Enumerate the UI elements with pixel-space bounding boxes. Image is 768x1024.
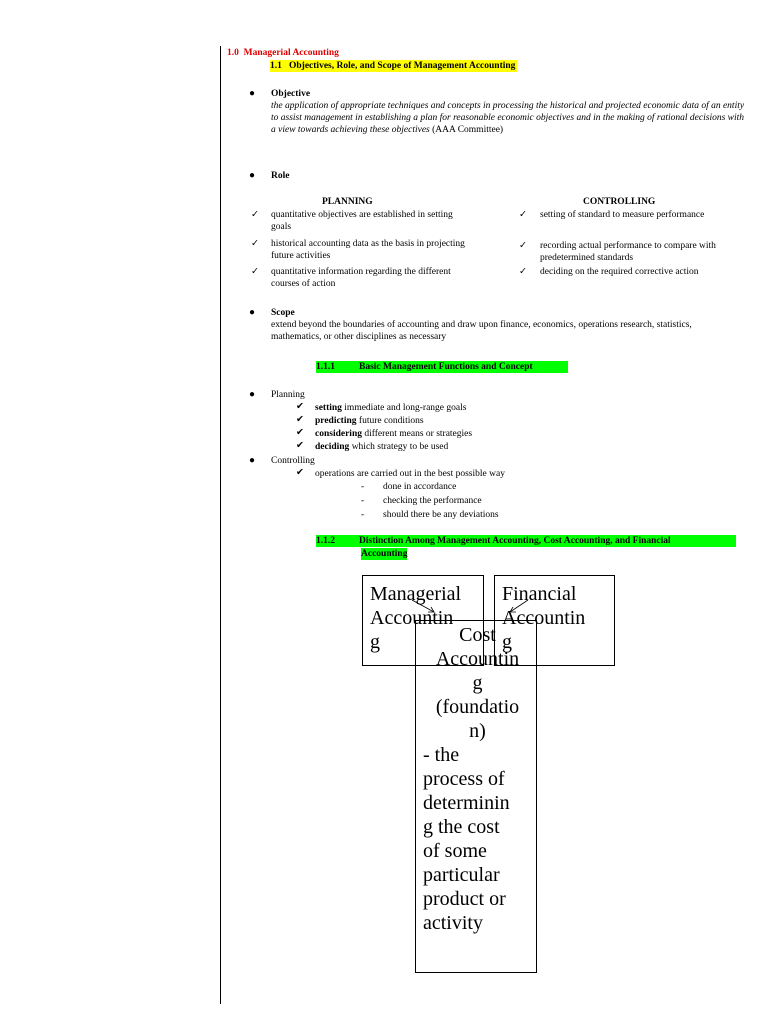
box-text-line: Accountin bbox=[502, 607, 586, 629]
heading-number: 1.0 bbox=[227, 48, 239, 58]
box-text-line: (foundatio bbox=[435, 696, 520, 718]
planning-function-item bbox=[315, 402, 466, 414]
section-title: Objectives, Role, and Scope of Management Accounting bbox=[289, 61, 516, 71]
dash-icon: - bbox=[361, 482, 365, 492]
box-text-line: product or bbox=[423, 888, 506, 910]
objective-source: (AAA Committee) bbox=[432, 125, 504, 135]
heading-title: Managerial Accounting bbox=[243, 48, 339, 58]
controlling-item: setting of standard to measure performance bbox=[540, 210, 705, 220]
checkmark-icon: ✓ bbox=[251, 266, 259, 277]
dash-icon: - bbox=[361, 510, 365, 520]
planning-item: quantitative information regarding the different courses of action bbox=[271, 267, 451, 289]
checkmark-icon: ✔ bbox=[296, 467, 304, 478]
controlling-item: recording actual performance to compare with predetermined standards bbox=[540, 241, 716, 263]
function-desc: immediate and long-range goals bbox=[341, 403, 467, 413]
function-desc: different means or strategies bbox=[361, 429, 473, 439]
bullet-icon: ● bbox=[249, 170, 256, 181]
controlling-function-item: operations are carried out in the best possible way bbox=[315, 469, 505, 479]
section-1-1-2-heading-cont: Accounting bbox=[361, 549, 408, 559]
arrow-line bbox=[412, 600, 434, 612]
section-1-1-1-heading bbox=[316, 361, 568, 373]
heading-1-0 bbox=[227, 47, 339, 59]
checkmark-icon: ✔ bbox=[296, 414, 304, 425]
function-desc: future conditions bbox=[356, 416, 424, 426]
box-text-line: - the bbox=[423, 744, 460, 766]
controlling-subitem: checking the performance bbox=[383, 496, 482, 506]
arrow-line bbox=[510, 600, 528, 612]
controlling-subitem: should there be any deviations bbox=[383, 510, 499, 520]
bullet-icon: ● bbox=[249, 455, 256, 466]
checkmark-icon: ✓ bbox=[519, 240, 527, 251]
bullet-icon: ● bbox=[249, 307, 256, 318]
function-term: setting bbox=[315, 403, 342, 413]
planning-function-item bbox=[315, 441, 448, 453]
box-text-line: g bbox=[502, 631, 512, 653]
dash-icon: - bbox=[361, 496, 365, 506]
left-margin-line bbox=[220, 46, 221, 1004]
bullet-icon: ● bbox=[249, 389, 256, 400]
box-text-line: Accountin bbox=[435, 648, 520, 670]
checkmark-icon: ✓ bbox=[251, 209, 259, 220]
planning-item: historical accounting data as the basis in projecting future activities bbox=[271, 239, 465, 261]
checkmark-icon: ✔ bbox=[296, 401, 304, 412]
function-term: predicting bbox=[315, 416, 357, 426]
box-text-line: particular bbox=[423, 864, 500, 886]
section-1-1-heading bbox=[270, 60, 517, 72]
section-number: 1.1 bbox=[270, 61, 282, 71]
cost-accounting-box bbox=[415, 620, 537, 973]
planning-item: quantitative objectives are established in setting goals bbox=[271, 210, 453, 232]
box-text-line: Cost bbox=[459, 624, 496, 646]
box-text-line: n) bbox=[469, 720, 486, 742]
bullet-icon: ● bbox=[249, 88, 256, 99]
function-term: considering bbox=[315, 429, 362, 439]
checkmark-icon: ✓ bbox=[519, 266, 527, 277]
section-title: Distinction Among Management Accounting, Cost Accounting, and Financial bbox=[359, 536, 671, 546]
box-text-line: Financial bbox=[502, 583, 577, 605]
scope-text: extend beyond the boundaries of accounting and draw upon finance, economics, operations research, statistics, mathematics, or other disciplines as necessary bbox=[271, 320, 692, 342]
controlling-item: deciding on the required corrective action bbox=[540, 267, 699, 277]
role-label: Role bbox=[271, 171, 290, 181]
scope-label: Scope bbox=[271, 308, 295, 318]
box-text-line: of some bbox=[423, 840, 487, 862]
box-text-line: g bbox=[370, 631, 380, 653]
controlling-subitem: done in accordance bbox=[383, 482, 457, 492]
function-desc: which strategy to be used bbox=[349, 442, 449, 452]
box-text-line: g bbox=[472, 672, 483, 694]
section-title: Basic Management Functions and Concept bbox=[359, 362, 533, 372]
planning-header: PLANNING bbox=[322, 197, 373, 207]
diagram-arrows bbox=[400, 598, 540, 620]
section-number: 1.1.1 bbox=[316, 362, 335, 372]
checkmark-icon: ✓ bbox=[251, 238, 259, 249]
section-number: 1.1.2 bbox=[316, 536, 335, 546]
checkmark-icon: ✔ bbox=[296, 427, 304, 438]
checkmark-icon: ✔ bbox=[296, 440, 304, 451]
controlling-function-label: Controlling bbox=[271, 456, 315, 466]
checkmark-icon: ✓ bbox=[519, 209, 527, 220]
planning-function-item bbox=[315, 415, 424, 427]
section-1-1-2-heading bbox=[316, 535, 736, 547]
planning-function-item bbox=[315, 428, 472, 440]
box-text-line: Accountin bbox=[370, 607, 454, 629]
box-text-line: Managerial bbox=[370, 583, 462, 605]
controlling-header: CONTROLLING bbox=[583, 197, 656, 207]
box-text-line: process of bbox=[423, 768, 505, 790]
box-text-line: activity bbox=[423, 912, 483, 934]
box-text-line: determinin bbox=[423, 792, 510, 814]
arrow-head-icon bbox=[510, 607, 516, 612]
objective-text bbox=[271, 100, 749, 136]
box-text-line: g the cost bbox=[423, 816, 500, 838]
objective-label: Objective bbox=[271, 89, 311, 99]
planning-function-label: Planning bbox=[271, 390, 305, 400]
objective-definition: the application of appropriate techniques and concepts in processing the historical and projected economic data of an entity to assist management in establishing a plan for reasonable economic objectives and in the making of rational decisions with a view towards achieving these objectives bbox=[271, 101, 745, 135]
function-term: deciding bbox=[315, 442, 350, 452]
